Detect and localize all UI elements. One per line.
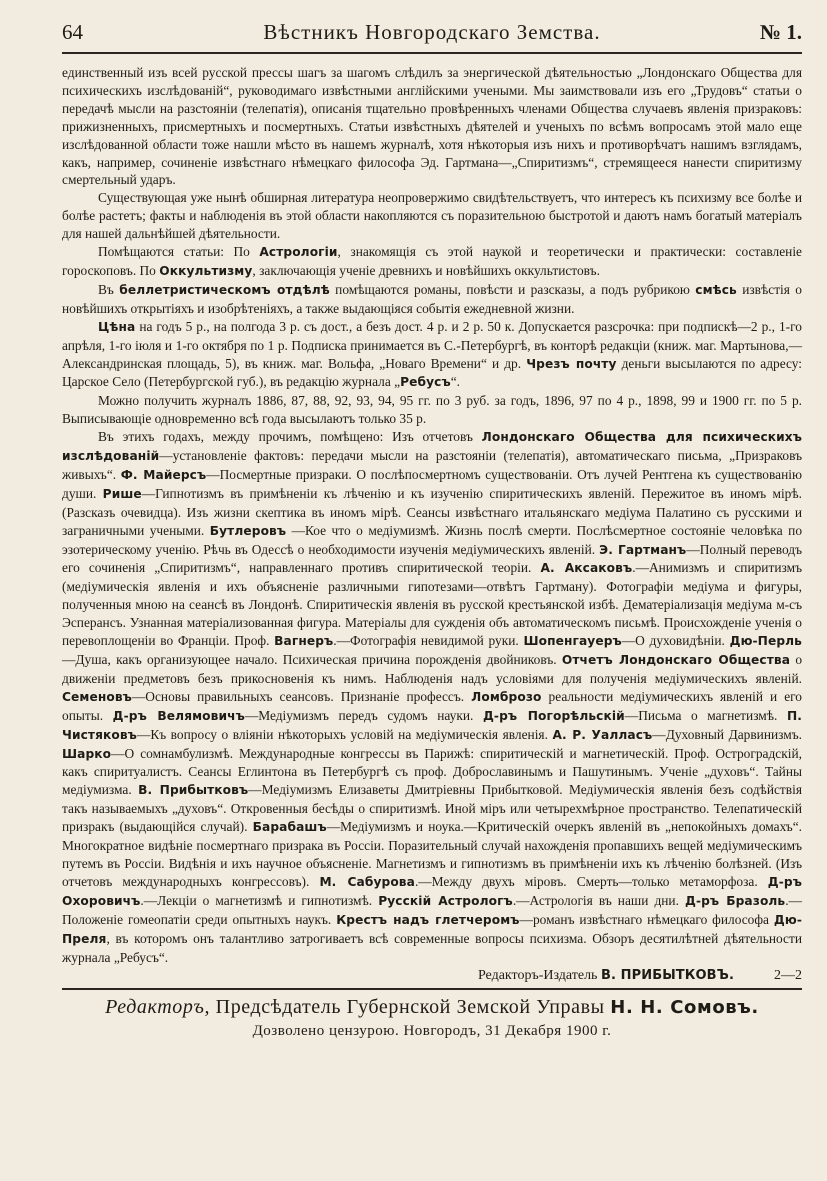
text-run: .—Фотографія невидимой руки. <box>333 633 524 649</box>
text-run: —О духовидѣніи. <box>621 633 730 649</box>
paragraph <box>62 281 802 318</box>
text-run: .—Лекціи о магнетизмѣ и гипнотизмѣ. <box>140 892 379 908</box>
text-run: .—Астрологія въ наши дни. <box>512 892 685 908</box>
text-run: —Душа, какъ организующее начало. Психическая причина порожденія двойниковъ. <box>62 652 562 667</box>
editor-role: Предсѣдатель Губернской Земской Управы <box>215 996 605 1019</box>
censorship-note: Дозволено цензурою. Новгородъ, 31 Декабря 1900 г. <box>252 1023 612 1040</box>
issue-number: № 1. <box>759 20 802 44</box>
paragraph <box>62 318 802 393</box>
bold-term: Крестъ надъ глетчеромъ <box>336 912 520 927</box>
bold-term: Ф. Майерсъ <box>120 467 207 482</box>
bold-term: Цѣна <box>98 319 136 334</box>
text-run: о движеніи предметовъ безъ прикосновенія къ нимъ. Наблюденія надъ условіями для полученія медіумическихъ явленій. <box>62 652 803 686</box>
bold-term: Барабашъ <box>252 820 327 835</box>
signature-prefix: Редакторъ-Издатель <box>477 968 598 984</box>
text-run: , знакомящія съ этой наукой и теоретически и практически: составленіе гороскоповъ. По <box>62 244 802 278</box>
editor-label: Редакторъ, <box>105 996 211 1019</box>
bold-term: смѣсь <box>695 282 737 297</box>
text-run: —Медіумизмъ и ноука.—Критическій очеркъ явленій въ „непокойныхъ домахъ“. Многократное видѣніе посмертнаго призрака въ Россіи. Поразительный случай нахожденія пропавшихъ вещей медіумическимъ путемъ въ Россіи. Видѣнія и ихъ научное объясненіе. Магнетизмъ и гипнотизмъ въ примѣненіи ихъ къ лѣченію болѣзней. (Изъ отчетовъ международныхъ конгрессовъ). <box>62 819 802 889</box>
paragraph <box>62 392 802 428</box>
bold-term: Астрологіи <box>259 245 338 260</box>
signature-count: 2—2 <box>774 968 802 984</box>
bold-term: Отчетъ Лондонскаго Общества <box>561 653 791 667</box>
bold-term: Шопенгауеръ <box>523 634 622 649</box>
bold-term: беллетристическомъ отдѣлѣ <box>119 282 330 297</box>
text-run: —Духовный Дарвинизмъ. <box>652 726 803 742</box>
text-run: .—Анимизмъ и спиритизмъ (медіумическія явленія и ихъ объясненіе различными гипотезами—отвѣтъ Гартману). Фотографіи медіума и фигуры, полученныя мною на сеансѣ въ Лондонѣ. Спиритическія явленія въ русской крестьянской избѣ. Дематеріализація медіума м-съ Эсперансъ. Узнанная матеріализованная фигура. Матеріалы для сужденія объ автоматическомъ письмѣ. Происхожденіе ученія о перевоплощеніи во Франціи. Проф. <box>62 560 802 649</box>
text-run: “. <box>450 374 460 390</box>
text-run: —Медіумизмъ Елизаветы Дмитріевны Прибытковой. Медіумическія явленія безъ содѣйствія такъ называемыхъ „духовъ“. Откровенныя бесѣды о спиритизмѣ. Иной міръ или четырехмѣрное пространство. Телепатическій призракъ (выдающійся случай). <box>62 782 802 835</box>
footer-divider <box>62 988 802 990</box>
bold-term: Д-ръ Охоровичъ <box>62 874 802 908</box>
bold-term: Д-ръ Велямовичъ <box>112 708 245 723</box>
paragraph <box>62 428 802 966</box>
text-run: —Письма о магнетизмѣ. <box>624 707 787 723</box>
text-run: единственный изъ всей русской прессы шагъ за шагомъ слѣдилъ за энергической дѣятельностью „Лондонскаго Общества для психическихъ изслѣдованій“, руководимаго извѣстными англійскими учеными. Мы заимствовали изъ его „Трудовъ“ статьи о передачѣ мысли на разстояніи (телепатія), описанія тщательно провѣренныхъ членами Общества случаевъ явленія призраковъ: прижизненныхъ, присмертныхъ и посмертныхъ. Статьи извѣстныхъ дѣятелей и ученыхъ по всѣмъ вопросамъ этой мало еще изслѣдованной области тоже нашли мѣсто въ нашемъ журналѣ, хотя нѣкоторыя изъ нихъ и противорѣчатъ нашимъ взглядамъ, какъ, например, сочиненіе извѣстнаго нѣмецкаго философа Эд. Гартмана—„Спиритизмъ“, стремящееся нанести спиритизму смертельный ударъ. <box>62 65 802 188</box>
text-run: Можно получить журналъ 1886, 87, 88, 92, 93, 94, 95 гг. по 3 руб. за годъ, 1896, 97 по 4 р., 1898, 99 и 1900 гг. по 5 р. Выписывающіе одновременно всѣ года высылаютъ только 35 р. <box>62 393 802 427</box>
bold-term: Чрезъ почту <box>526 356 617 371</box>
text-run: —О сомнамбулизмѣ. Международные конгрессы въ Парижѣ: спиритическій и магнетическій. Проф. Остроградскій, какъ спиритуалистъ. Сеансы Еглинтона въ Петербургѣ съ проф. Доброславинымъ и Пашутинымъ. Ученіе „духовъ“. Тайны медіумизма. <box>62 745 802 798</box>
bold-term: Э. Гартманъ <box>599 542 687 557</box>
paragraph <box>62 189 802 243</box>
bold-term: Д-ръ Бразоль <box>684 893 786 908</box>
text-run: .—Между двухъ міровъ. Смерть—только метаморфоза. <box>414 873 768 889</box>
editor-line <box>62 996 802 1019</box>
bold-term: Русскій Астрологъ <box>378 893 513 908</box>
text-run: , заключающія ученіе древнихъ и новѣйшихъ оккультистовъ. <box>252 262 600 278</box>
bold-term: Рише <box>102 486 142 501</box>
text-run: извѣстія о новѣйшихъ открытіяхъ и изобрѣтеніяхъ, а также выдающіяся событія ежедневной жизни. <box>62 281 802 316</box>
bold-term: Семеновъ <box>62 689 132 704</box>
publisher-signature <box>62 968 802 984</box>
text-run: —Основы правильныхъ сеансовъ. Признаніе профессъ. <box>131 688 472 704</box>
signature-name: В. ПРИБЫТКОВЪ. <box>600 968 734 984</box>
bold-term: Дю-Перль <box>729 634 802 649</box>
text-run: —Гипнотизмъ въ примѣненіи къ лѣченію и къ изученію спиритическихъ явленій. Пережитое въ иномъ мірѣ. (Разсказъ очевидца). Изъ жизни скептика въ иномъ мірѣ. Сеансы извѣстнаго итальянскаго медіума Палатино съ русскими и заграничными учеными. <box>62 485 802 538</box>
text-run: —Медіумизмъ передъ судомъ науки. <box>244 707 483 723</box>
text-run: —Кое что о медіумизмѣ. Жизнь послѣ смерти. Послѣсмертное состояніе человѣка по эзотерическому ученію. Рѣчь въ Одессѣ о необходимости изученія медіумическихъ явленій. <box>62 522 803 557</box>
bold-term: А. Аксаковъ <box>540 561 633 576</box>
bold-term: П. Чистяковъ <box>62 708 803 742</box>
page-number: 64 <box>62 20 83 44</box>
bold-term: Бутлеровъ <box>209 523 287 538</box>
text-run: , въ которомъ онъ талантливо затрогиваетъ всѣ современные вопросы психизма. Обзоръ десятилѣтней дѣятельности журнала „Ребусъ“. <box>62 930 802 965</box>
bold-term: А. Р. Уалласъ <box>552 727 653 742</box>
bold-term: Ломброзо <box>471 689 542 704</box>
bold-term: В. Прибытковъ <box>138 783 249 798</box>
page-header <box>62 18 802 54</box>
text-run: —Посмертные призраки. О послѣпосмертномъ существованіи. Отъ лучей Рентгена къ существованію души. <box>62 466 802 501</box>
text-run: деньги высылаются по адресу: Царское Село (Петербургской губ.), въ редакцію журнала „ <box>62 355 803 390</box>
text-run: Въ этихъ годахъ, между прочимъ, помѣщено: Изъ отчетовъ <box>98 429 482 445</box>
journal-title: Вѣстникъ Новгородскаго Земства. <box>263 20 601 44</box>
text-run: Существующая уже нынѣ обширная литература неопровержимо свидѣтельствуетъ, что интересъ къ психизму все болѣе и болѣе растетъ; факты и наблюденія въ этой области накопляются съ поразительною быстротой и даютъ намъ богатый матеріалъ для нашей дальнѣйшей дѣятельности. <box>62 190 802 242</box>
paragraph <box>62 243 802 281</box>
text-run: —установленіе фактовъ: передачи мысли на разстояніи (телепатія), автоматическаго письма, „Призраковъ живыхъ“. <box>62 448 802 482</box>
article-body <box>62 64 802 966</box>
text-run: —Полный переводъ его сочиненія „Спиритизмъ“, направленнаго противъ спиритической теоріи. <box>62 541 802 576</box>
bold-term: Дю-Преля <box>62 912 802 946</box>
bold-term: Ребусъ <box>400 375 451 390</box>
journal-page <box>62 18 802 1040</box>
text-run: Въ <box>98 281 120 297</box>
text-run: Помѣщаются статьи: По <box>98 244 260 260</box>
bold-term: Д-ръ Погорѣльскій <box>482 708 625 723</box>
text-run: на годъ 5 р., на полгода 3 р. съ дост., а безъ дост. 4 р. и 2 р. 50 к. Допускается разсрочка: при подпискѣ—2 р., 1-го апрѣля, 1-го іюля и 1-го октября по 1 р. Подписка принимается въ С.-Петербургѣ, въ конторѣ редакціи (книж. маг. Мартынова,—Александринская площадь, 5), въ книж. маг. Вольфа, „Новаго Времени“ и др. <box>62 318 802 371</box>
bold-term: Шарко <box>62 746 112 761</box>
text-run: —Къ вопросу о вліяніи нѣкоторыхъ условій на медіумическія явленія. <box>136 726 553 742</box>
paragraph <box>62 64 802 189</box>
text-run: помѣщаются романы, повѣсти и разсказы, а подъ рубрикою <box>329 281 696 297</box>
bold-term: Лондонскаго Общества для психическихъ изслѣдованій <box>62 430 802 464</box>
editor-name: Н. Н. Сомовъ. <box>610 997 759 1019</box>
bold-term: М. Сабурова <box>319 874 415 889</box>
text-run: .—Положеніе гомеопатіи среди опытныхъ наукъ. <box>62 892 802 927</box>
text-run: реальности медіумическихъ явленій и его опыты. <box>62 688 802 723</box>
bold-term: Оккультизму <box>159 263 253 278</box>
text-run: —романъ извѣстнаго нѣмецкаго философа <box>519 911 774 927</box>
bold-term: Вагнеръ <box>274 634 334 649</box>
